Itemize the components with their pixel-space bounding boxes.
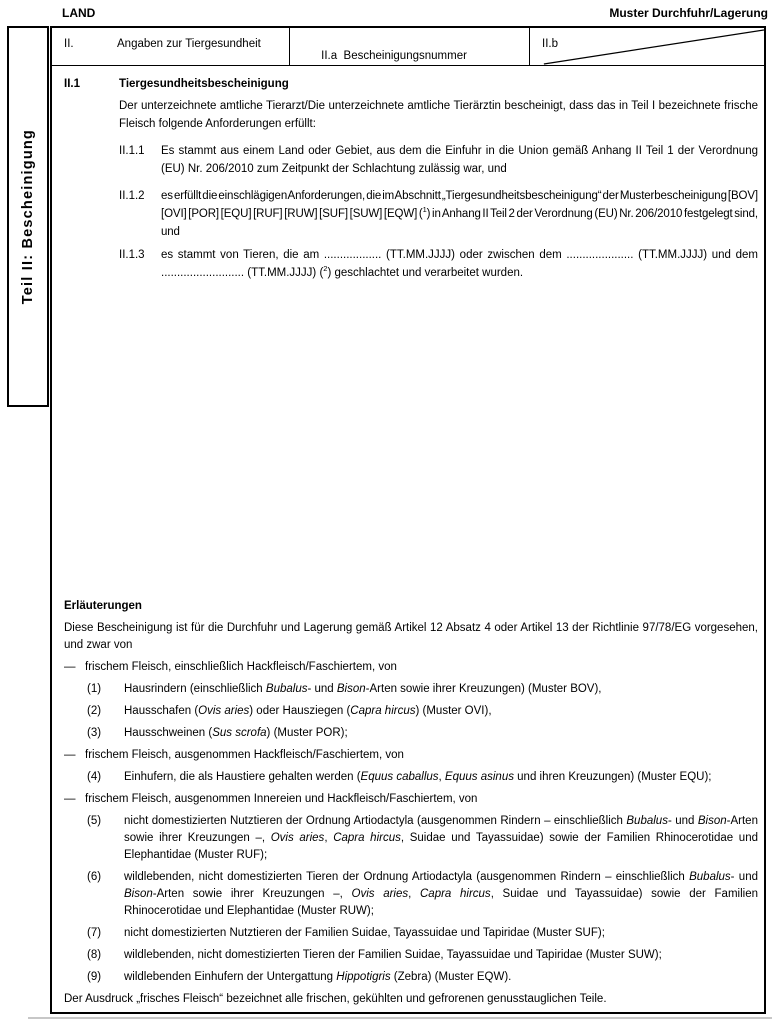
section-heading: Tiergesundheitsbescheinigung [119, 78, 289, 90]
note-text: Einhufern, die als Haustiere gehalten werden (Equus caballus, Equus asinus und ihren Kreuzungen) (Muster EQU); [124, 771, 712, 783]
clause-number: II.1.2 [119, 190, 145, 202]
certificate-body [50, 26, 766, 1014]
notes-intro: Diese Bescheinigung ist für die Durchfuhr und Lagerung gemäß Artikel 12 Absatz 4 oder Artikel 13 der Richtlinie 97/78/EG vorgesehen, und zwar von [64, 622, 758, 651]
iib-label: II.b [542, 38, 558, 50]
page-edge-line [28, 1017, 772, 1019]
note-text: frischem Fleisch, einschließlich Hackfleisch/Faschiertem, von [85, 661, 397, 673]
section-number: II.1 [64, 78, 80, 90]
note-text: Hausschweinen (Sus scrofa) (Muster POR); [124, 727, 348, 739]
note-number: (5) [87, 815, 102, 827]
note-text: nicht domestizierten Nutztieren der Familien Suidae, Tayassuidae und Tapiridae (Muster SUF); [124, 927, 605, 939]
note-number: (7) [87, 927, 102, 939]
header-cell-animal-health [52, 28, 290, 65]
clause-ii13 [119, 246, 758, 282]
note-text: frischem Fleisch, ausgenommen Hackfleisch/Faschiertem, von [85, 749, 404, 761]
note-numbered-item [87, 681, 758, 698]
country-label: LAND [62, 6, 96, 20]
note-number: (4) [87, 771, 102, 783]
clause-number: II.1.1 [119, 145, 145, 157]
note-numbered-item [87, 925, 758, 942]
note-number: (1) [87, 683, 102, 695]
part-ii-sidebar [7, 26, 49, 407]
clause-text: Es stammt aus einem Land oder Gebiet, aus dem die Einfuhr in die Union gemäß Anhang II Teil 1 der Verordnung (EU) Nr. 206/2010 zum Zeitpunkt der Schlachtung zulässig war, und [161, 145, 758, 175]
clause-text: es stammt von Tieren, die am .................. (TT.MM.JJJJ) oder zwischen dem ..................... (TT.MM.JJJJ) und dem .......................... (TT.MM.JJJJ) ($^2$) geschlachtet und verarbeitet wurden. [161, 249, 758, 279]
page-header [62, 6, 768, 20]
header-cell-certificate-number [290, 28, 530, 65]
note-text: wildlebenden, nicht domestizierten Tieren der Ordnung Artiodactyla (ausgenommen Rindern – einschließlich Bubalus- und Bison-Arten sowie ihrer Kreuzungen –, Ovis aries, Capra hircus, Suidae und Tayassuidae) sowie der Familien Rhinocerotidae und Elephantidae (Muster RUW); [124, 871, 758, 917]
note-text: Hausrindern (einschließlich Bubalus- und Bison-Arten sowie ihrer Kreuzungen) (Muster BOV), [124, 683, 602, 695]
fresh-meat-definition: Der Ausdruck „frisches Fleisch“ bezeichnet alle frischen, gekühlten und gefrorenen genusstauglichen Teile. [64, 993, 607, 1005]
note-text: nicht domestizierten Nutztieren der Ordnung Artiodactyla (ausgenommen Rindern – einschließlich Bubalus- und Bison-Arten sowie ihrer Kreuzungen –, Ovis aries, Capra hircus, Suidae und Tayassuidae) sowie der Familien Rhinocerotidae und Elephantidae (Muster RUF); [124, 815, 758, 861]
note-number: (3) [87, 727, 102, 739]
diagonal-strikethrough [530, 28, 764, 65]
header-table [52, 28, 764, 66]
section-title-row [64, 78, 758, 90]
note-numbered-item [87, 947, 758, 964]
note-text: wildlebenden Einhufern der Untergattung Hippotigris (Zebra) (Muster EQW). [124, 971, 512, 983]
clause-number: II.1.3 [119, 249, 145, 261]
note-numbered-item [87, 969, 758, 986]
note-numbered-item [87, 869, 758, 920]
dash-marker: — [64, 793, 76, 805]
note-number: (8) [87, 949, 102, 961]
section-body [119, 97, 758, 282]
note-number: (6) [87, 871, 102, 883]
note-text: Hausschafen (Ovis aries) oder Hausziegen (Capra hircus) (Muster OVI), [124, 705, 492, 717]
note-numbered-item [87, 725, 758, 742]
note-numbered-item [87, 703, 758, 720]
note-dash-item [64, 791, 758, 808]
clause-ii12 [119, 187, 758, 241]
clause-ii11 [119, 142, 758, 178]
clause-text: es erfüllt die einschlägigen Anforderungen, die im Abschnitt „Tiergesundheitsbescheinigung“ der Musterbescheinigung [BOV] [OVI] [POR] [EQU] [RUF] [RUW] [SUF] [SUW] [EQW] ($^1$) in Anhang II Teil 2 der Verordnung (EU) Nr. 206/2010 festgelegt sind, und [161, 190, 758, 238]
model-title: Muster Durchfuhr/Lagerung [609, 6, 768, 20]
note-dash-item [64, 659, 758, 676]
dash-marker: — [64, 661, 76, 673]
note-text: frischem Fleisch, ausgenommen Innereien und Hackfleisch/Faschiertem, von [85, 793, 478, 805]
note-dash-item [64, 747, 758, 764]
header-cell-label: Angaben zur Tiergesundheit [117, 38, 261, 50]
sidebar-label: Teil II: Bescheinigung [20, 128, 36, 305]
note-number: (2) [87, 705, 102, 717]
section-ii1 [64, 78, 758, 291]
notes-section [64, 598, 758, 1008]
notes-heading: Erläuterungen [64, 600, 142, 612]
note-numbered-item [87, 769, 758, 786]
note-numbered-item [87, 813, 758, 864]
dash-marker: — [64, 749, 76, 761]
header-cell-iib [530, 28, 764, 65]
section-intro: Der unterzeichnete amtliche Tierarzt/Die unterzeichnete amtliche Tierärztin bescheinigt, dass das in Teil I bezeichnete frische Fleisch folgende Anforderungen erfüllt: [119, 100, 758, 130]
certificate-number-label: II.a Bescheinigungsnummer [321, 50, 467, 62]
note-number: (9) [87, 971, 102, 983]
header-cell-number: II. [64, 38, 74, 50]
note-text: wildlebenden, nicht domestizierten Tieren der Familien Suidae, Tayassuidae und Tapiridae (Muster SUW); [124, 949, 662, 961]
